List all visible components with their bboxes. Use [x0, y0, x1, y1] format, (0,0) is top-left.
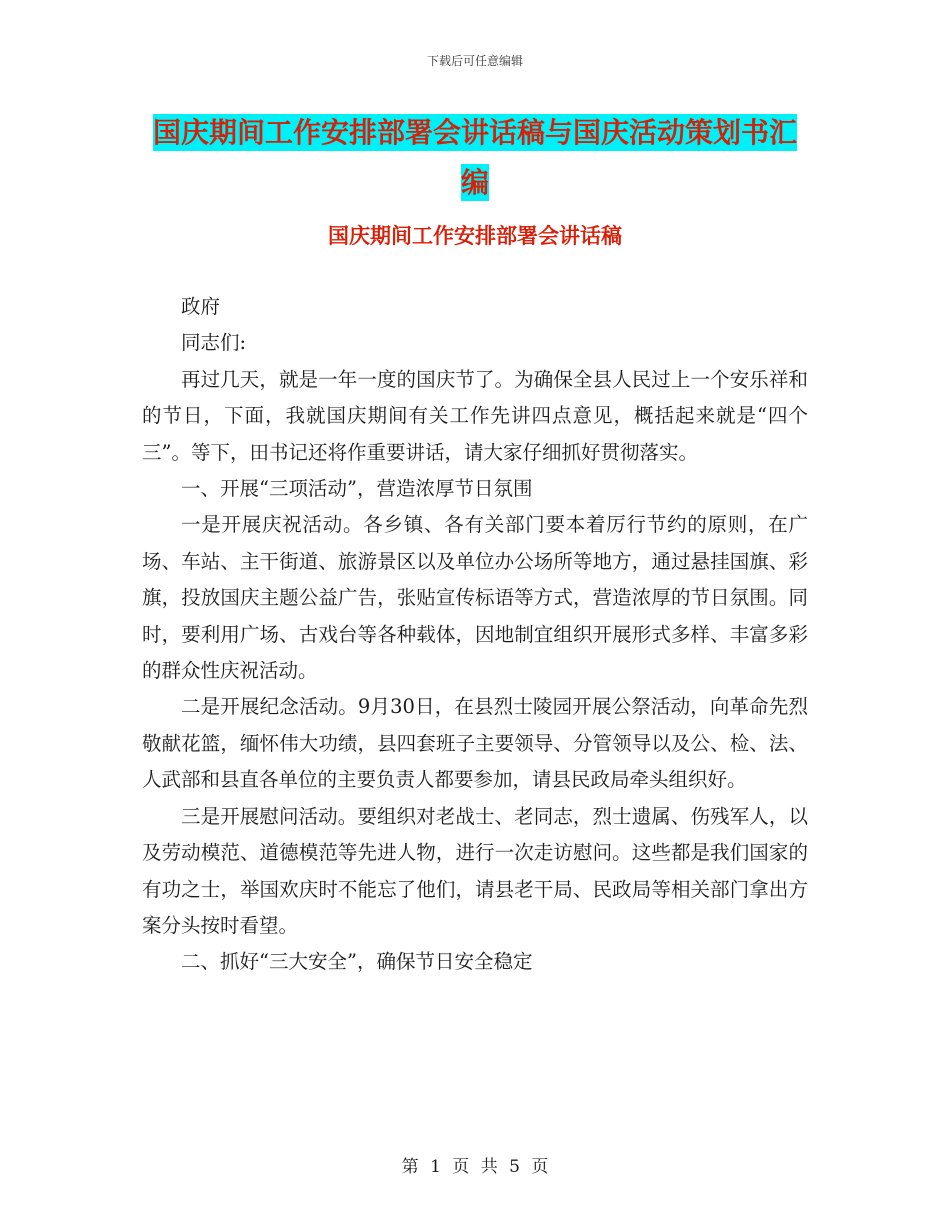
paragraph: 同志们:	[181, 331, 247, 355]
paragraph: 一、开展“三项活动”，营造浓厚节日氛围	[181, 477, 533, 501]
page-header-note: 下载后可任意编辑	[426, 54, 523, 68]
document-title	[140, 108, 810, 208]
paragraph: 二是开展纪念活动。9月30日，在县烈士陵园开展公祭活动，向革命先烈敬献花篮，缅怀伟大功绩，县四套班子主要领导、分管领导以及公、检、法、人武部和县直各单位的主要负责人都要参加，请县民政局牵头组织好。	[142, 695, 808, 792]
paragraph: 政府	[181, 295, 221, 318]
page-number: 第 1 页 共 5 页	[401, 1157, 549, 1177]
document-title-text: 国庆期间工作安排部署会讲话稿与国庆活动策划书汇编	[152, 116, 797, 199]
paragraph: 三是开展慰问活动。要组织对老战士、老同志，烈士遗属、伤残军人，以及劳动模范、道德模范等先进人物，进行一次走访慰问。这些都是我们国家的有功之士，举国欢庆时不能忘了他们，请县老干局、民政局等相关部门拿出方案分头按时看望。	[142, 804, 808, 937]
paragraph: 再过几天，就是一年一度的国庆节了。为确保全县人民过上一个安乐祥和的节日，下面，我就国庆期间有关工作先讲四点意见，概括起来就是“四个三”。等下，田书记还将作重要讲话，请大家仔细抓好贯彻落实。	[142, 367, 808, 464]
document-body	[142, 289, 808, 981]
paragraph: 一是开展庆祝活动。各乡镇、各有关部门要本着厉行节约的原则，在广场、车站、主干街道、旅游景区以及单位办公场所等地方，通过悬挂国旗、彩旗，投放国庆主题公益广告，张贴宣传标语等方式，营造浓厚的节日氛围。同时，要利用广场、古戏台等各种载体，因地制宜组织开展形式多样、丰富多彩的群众性庆祝活动。	[142, 513, 808, 683]
section-title: 国庆期间工作安排部署会讲话稿	[328, 224, 622, 248]
paragraph: 二、抓好“三大安全”，确保节日安全稳定	[181, 950, 533, 974]
